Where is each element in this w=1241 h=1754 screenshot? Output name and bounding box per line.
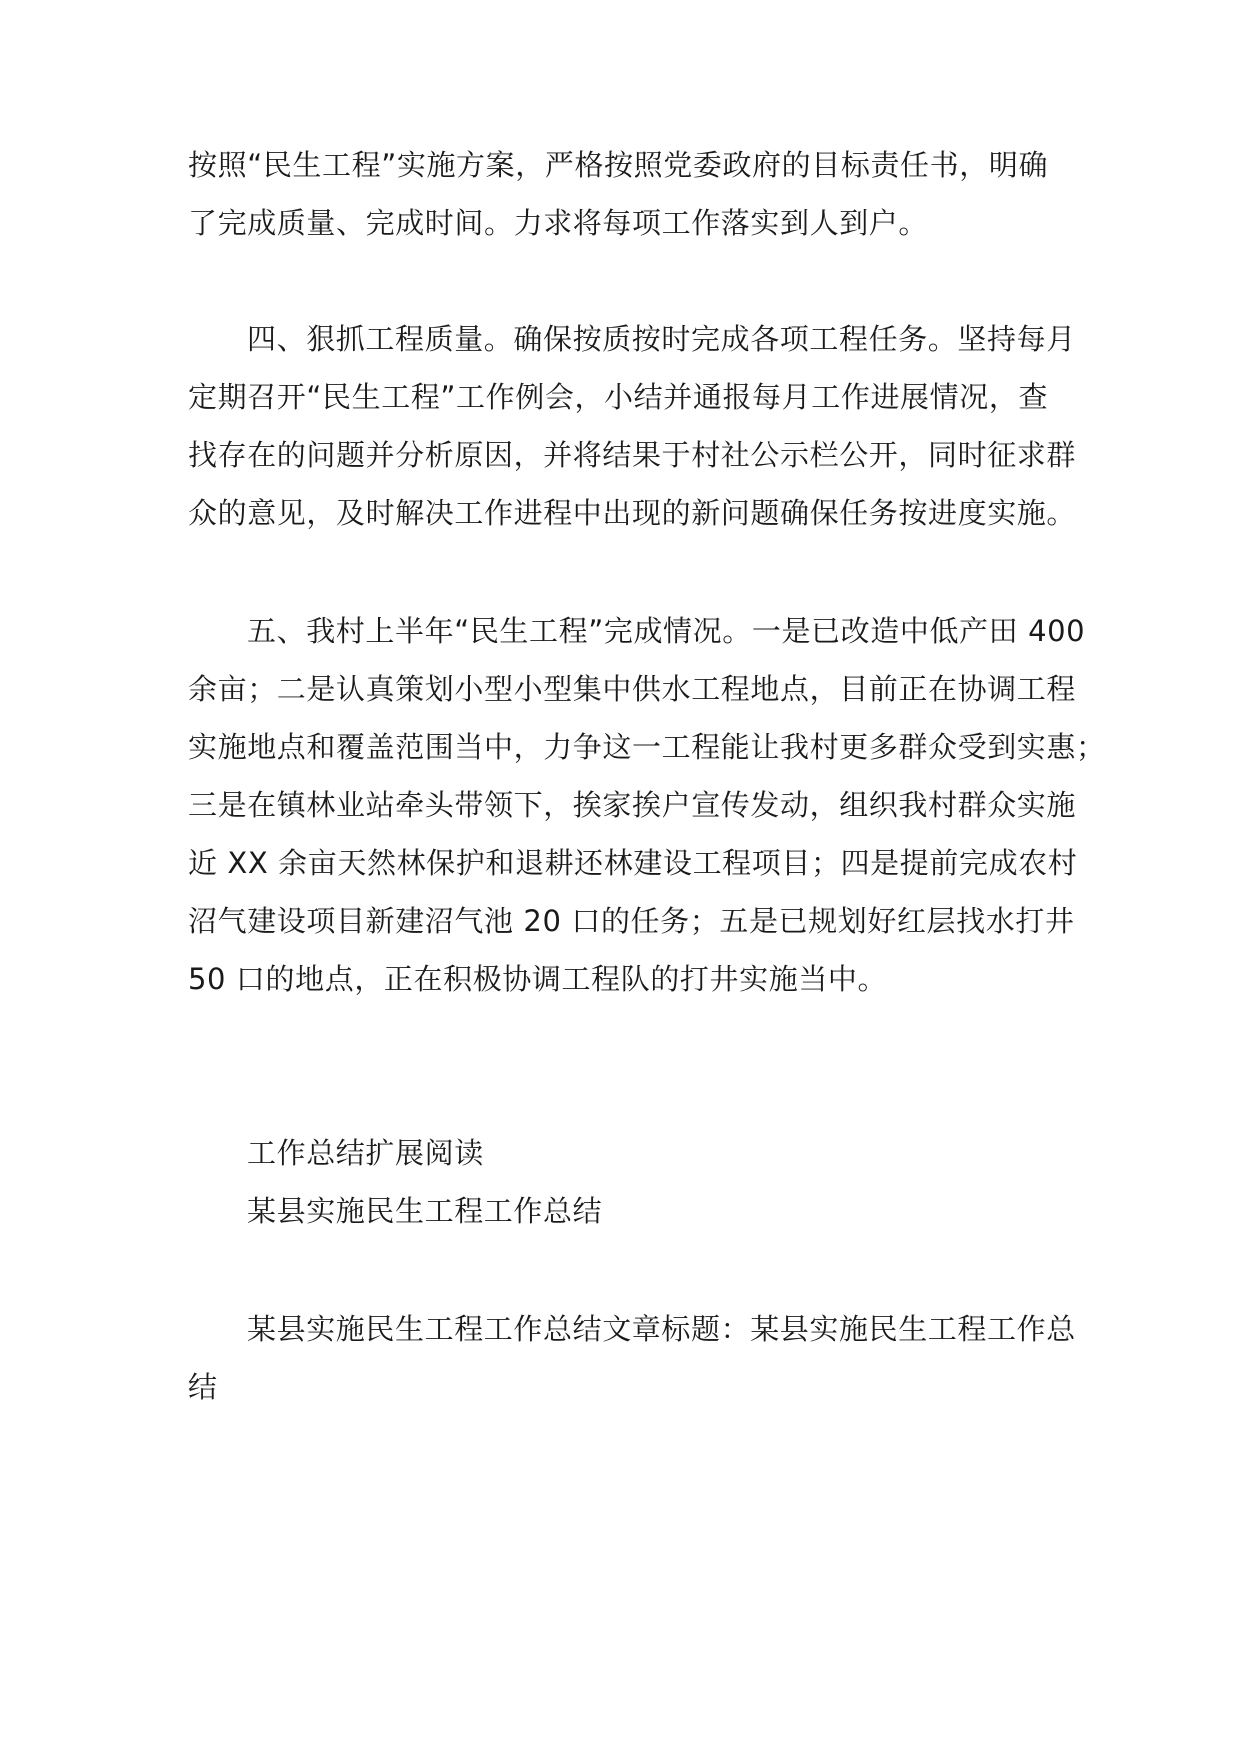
text-line: 沼气建设项目新建沼气池 20 口的任务；五是已规划好红层找水打井	[188, 904, 1075, 938]
text-line: 实施地点和覆盖范围当中，力争这一工程能让我村更多群众受到实惠；	[188, 730, 1106, 764]
text-line: 结	[188, 1370, 218, 1404]
text-line: 众的意见，及时解决工作进程中出现的新问题确保任务按进度实施。	[188, 496, 1077, 530]
text-line: 某县实施民生工程工作总结文章标题：某县实施民生工程工作总	[247, 1312, 1076, 1346]
text-line: 50 口的地点，正在积极协调工程队的打井实施当中。	[188, 962, 888, 996]
text-line: 了完成质量、完成时间。力求将每项工作落实到人到户。	[188, 206, 929, 240]
text-line: 四、狠抓工程质量。确保按质按时完成各项工程任务。坚持每月	[247, 322, 1076, 356]
text-line: 找存在的问题并分析原因，并将结果于村社公示栏公开，同时征求群	[188, 438, 1077, 472]
extended-reading-heading: 工作总结扩展阅读	[247, 1136, 484, 1170]
text-line: 按照“民生工程”实施方案，严格按照党委政府的目标责任书，明确	[188, 148, 1049, 182]
text-line: 近 XX 余亩天然林保护和退耕还林建设工程项目；四是提前完成农村	[188, 846, 1078, 880]
text-line: 定期召开“民生工程”工作例会，小结并通报每月工作进展情况，查	[188, 380, 1049, 414]
article-title: 某县实施民生工程工作总结	[247, 1194, 603, 1228]
text-line: 余亩；二是认真策划小型小型集中供水工程地点，目前正在协调工程	[188, 672, 1077, 706]
text-line: 三是在镇林业站牵头带领下，挨家挨户宣传发动，组织我村群众实施	[188, 788, 1077, 822]
text-line: 五、我村上半年“民生工程”完成情况。一是已改造中低产田 400	[247, 614, 1086, 648]
